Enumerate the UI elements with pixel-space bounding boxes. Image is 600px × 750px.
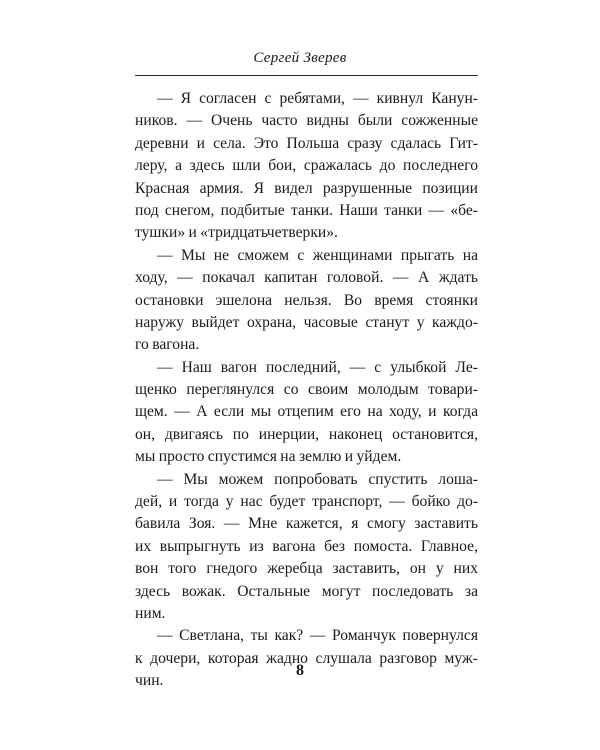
text-line: под снегом, подбитые танки. Наши танки — «бе-: [135, 201, 478, 219]
text-line: щенко переглянулся со своим молодым товари-: [135, 381, 478, 399]
paragraph: [135, 245, 478, 357]
text-line: го вагона.: [135, 336, 200, 354]
text-line: наружу выйдет охрана, часовые станут у каждо-: [135, 313, 478, 331]
running-head-author: Сергей Зверев: [253, 50, 347, 66]
header-rule: [135, 75, 478, 76]
text-line: дей, и тогда у нас будет транспорт, — бойко до-: [135, 493, 478, 511]
text-line: он, двигаясь по инерции, наконец остановится,: [135, 425, 478, 443]
text-line: чин.: [135, 672, 164, 690]
text-line: щем. — А если мы отцепим его на ходу, и когда: [135, 403, 478, 421]
text-line: леру, а здесь шли бои, сражалась до последнего: [135, 157, 478, 175]
text-line: бавила Зоя. — Мне кажется, я смогу заставить: [135, 515, 478, 533]
text-line: ников. — Очень часто видны были сожженные: [135, 112, 478, 130]
text-line: остановки эшелона нельзя. Во время стоянки: [135, 291, 478, 309]
text-line: вон того гнедого жеребца заставить, он у них: [135, 560, 478, 578]
text-line: здесь вожак. Остальные могут последовать за: [135, 582, 478, 600]
text-line: мы просто спустимся на землю и уйдем.: [135, 448, 402, 466]
body-text: [135, 88, 478, 693]
text-line: ходу, — покачал капитан головой. — А ждать: [135, 269, 478, 287]
text-line: — Мы не сможем с женщинами прыгать на: [157, 246, 478, 264]
text-line: их выпрыгнуть из вагона без помоста. Главное,: [135, 537, 478, 555]
paragraph: [135, 625, 478, 692]
text-line: — Я согласен с ребятами, — кивнул Канун-: [157, 90, 478, 107]
page-number: 8: [296, 662, 304, 679]
text-line: тушки» и «тридцатьчетверки».: [135, 224, 338, 242]
paragraph: [135, 88, 478, 245]
text-line: — Мы можем попробовать спустить лоша-: [157, 470, 478, 488]
text-line: — Наш вагон последний, — с улыбкой Ле-: [157, 358, 478, 376]
text-line: Красная армия. Я видел разрушенные позиции: [135, 179, 478, 197]
text-line: ним.: [135, 604, 166, 622]
text-line: к дочери, которая жадно слушала разговор муж-: [135, 649, 478, 667]
paragraph: [135, 357, 478, 469]
paragraph: [135, 469, 478, 626]
text-line: деревни и села. Это Польша сразу сдалась Гит-: [135, 134, 478, 152]
text-line: — Светлана, ты как? — Романчук повернулся: [157, 627, 478, 645]
